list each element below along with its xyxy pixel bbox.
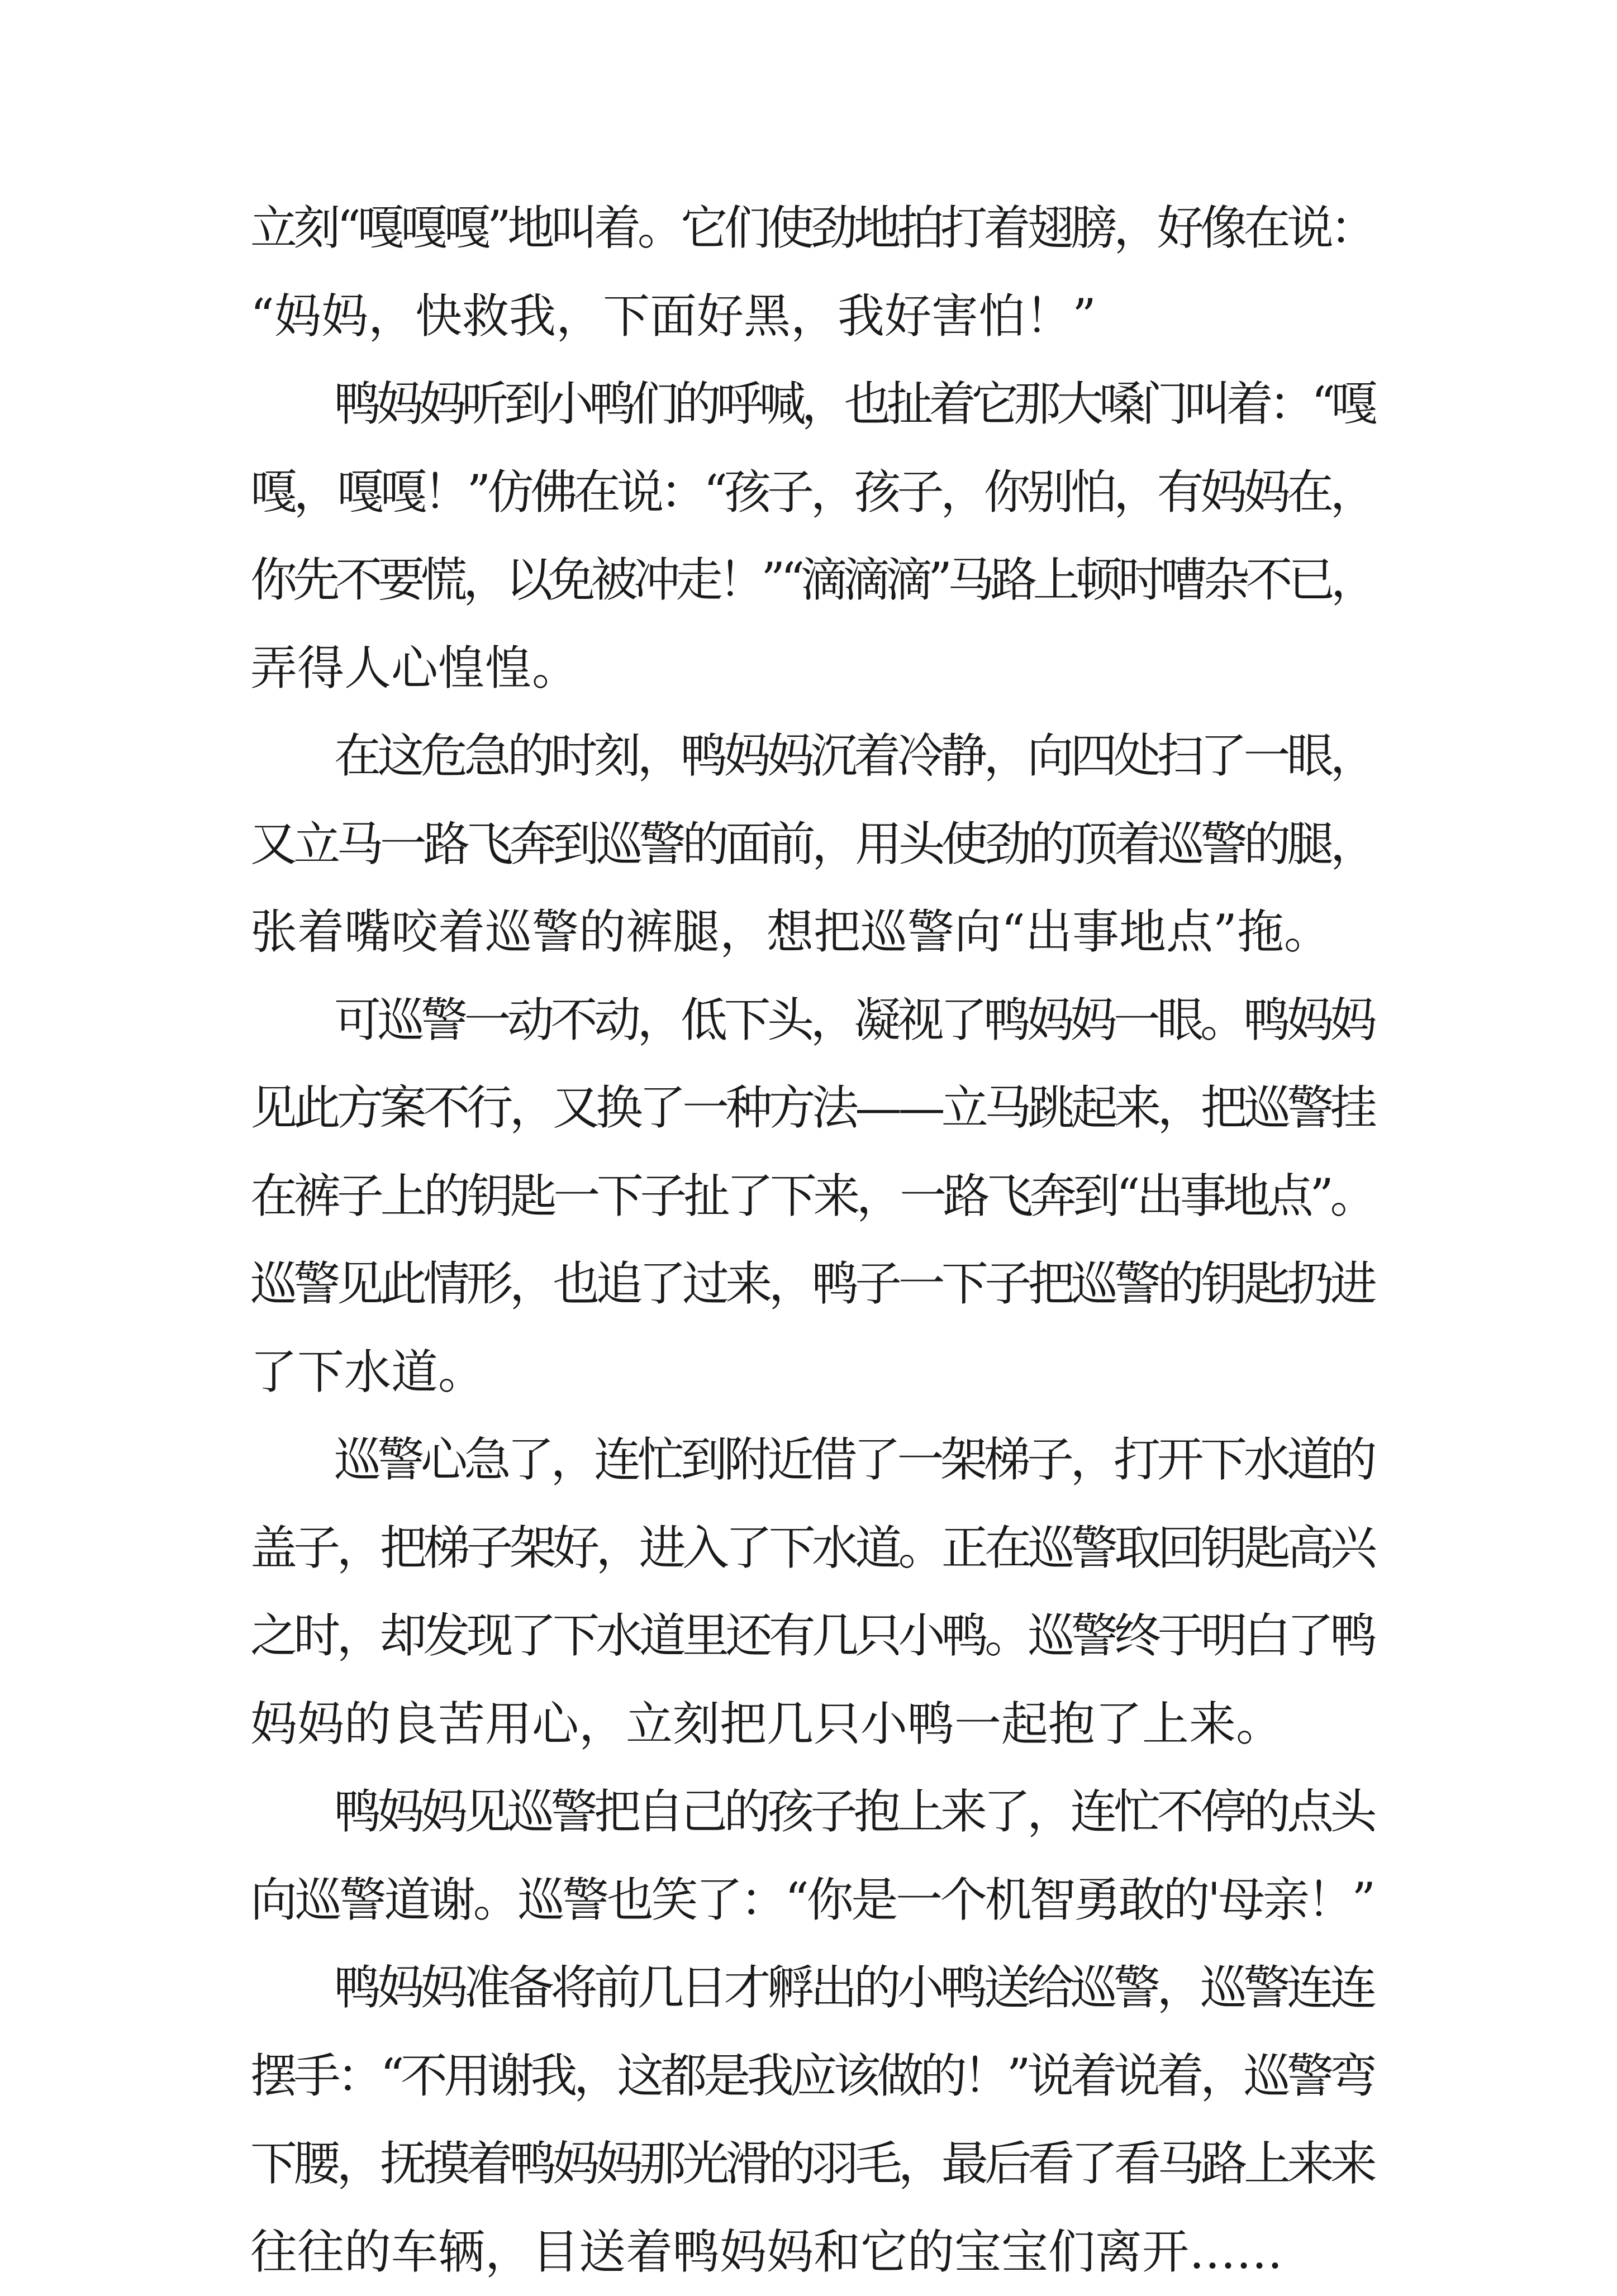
text-line: 摆手：“不用谢我，这都是我应该做的！”说着说着，巡警弯: [250, 2032, 1373, 2121]
text-line: 妈妈的良苦用心，立刻把几只小鸭一起抱了上来。: [250, 1680, 1373, 1769]
text-line: 见此方案不行，又换了一种方法——立马跳起来，把巡警挂: [250, 1064, 1373, 1152]
text-line: 弄得人心惶惶。: [250, 625, 1373, 713]
text-line: 在这危急的时刻，鸭妈妈沉着冷静，向四处扫了一眼，: [250, 712, 1373, 801]
text-line: 又立马一路飞奔到巡警的面前，用头使劲的顶着巡警的腿，: [250, 801, 1373, 889]
text-line: 盖子，把梯子架好，进入了下水道。正在巡警取回钥匙高兴: [250, 1504, 1373, 1593]
text-line: 鸭妈妈准备将前几日才孵出的小鸭送给巡警，巡警连连: [250, 1944, 1373, 2032]
text-line: 往往的车辆，目送着鸭妈妈和它的宝宝们离开……: [250, 2208, 1373, 2296]
text-line: 巡警见此情形，也追了过来，鸭子一下子把巡警的钥匙扔进: [250, 1240, 1373, 1328]
text-line: “妈妈，快救我，下面好黑，我好害怕！”: [250, 273, 1373, 361]
text-line: 立刻“嘎嘎嘎”地叫着。它们使劲地拍打着翅膀，好像在说：: [250, 184, 1373, 273]
text-line: 鸭妈妈听到小鸭们的呼喊，也扯着它那大嗓门叫着：“嘎: [250, 360, 1373, 449]
text-line: 可巡警一动不动，低下头，凝视了鸭妈妈一眼。鸭妈妈: [250, 976, 1373, 1065]
text-line: 你先不要慌，以免被冲走！”“滴滴滴”马路上顿时嘈杂不已，: [250, 536, 1373, 625]
text-line: 了下水道。: [250, 1328, 1373, 1417]
text-line: 在裤子上的钥匙一下子扯了下来，一路飞奔到“出事地点”。: [250, 1152, 1373, 1241]
text-line: 鸭妈妈见巡警把自己的孩子抱上来了，连忙不停的点头: [250, 1768, 1373, 1856]
story-text: [250, 184, 1373, 2296]
text-line: 下腰，抚摸着鸭妈妈那光滑的羽毛，最后看了看马路上来来: [250, 2120, 1373, 2208]
text-line: 嘎，嘎嘎！”仿佛在说：“孩子，孩子，你别怕，有妈妈在，: [250, 449, 1373, 537]
text-line: 之时，却发现了下水道里还有几只小鸭。巡警终于明白了鸭: [250, 1592, 1373, 1680]
text-line: 张着嘴咬着巡警的裤腿，想把巡警向“出事地点”拖。: [250, 888, 1373, 976]
text-line: 向巡警道谢。巡警也笑了：“你是一个机智勇敢的'母亲！”: [250, 1856, 1373, 1945]
text-line: 巡警心急了，连忙到附近借了一架梯子，打开下水道的: [250, 1416, 1373, 1504]
